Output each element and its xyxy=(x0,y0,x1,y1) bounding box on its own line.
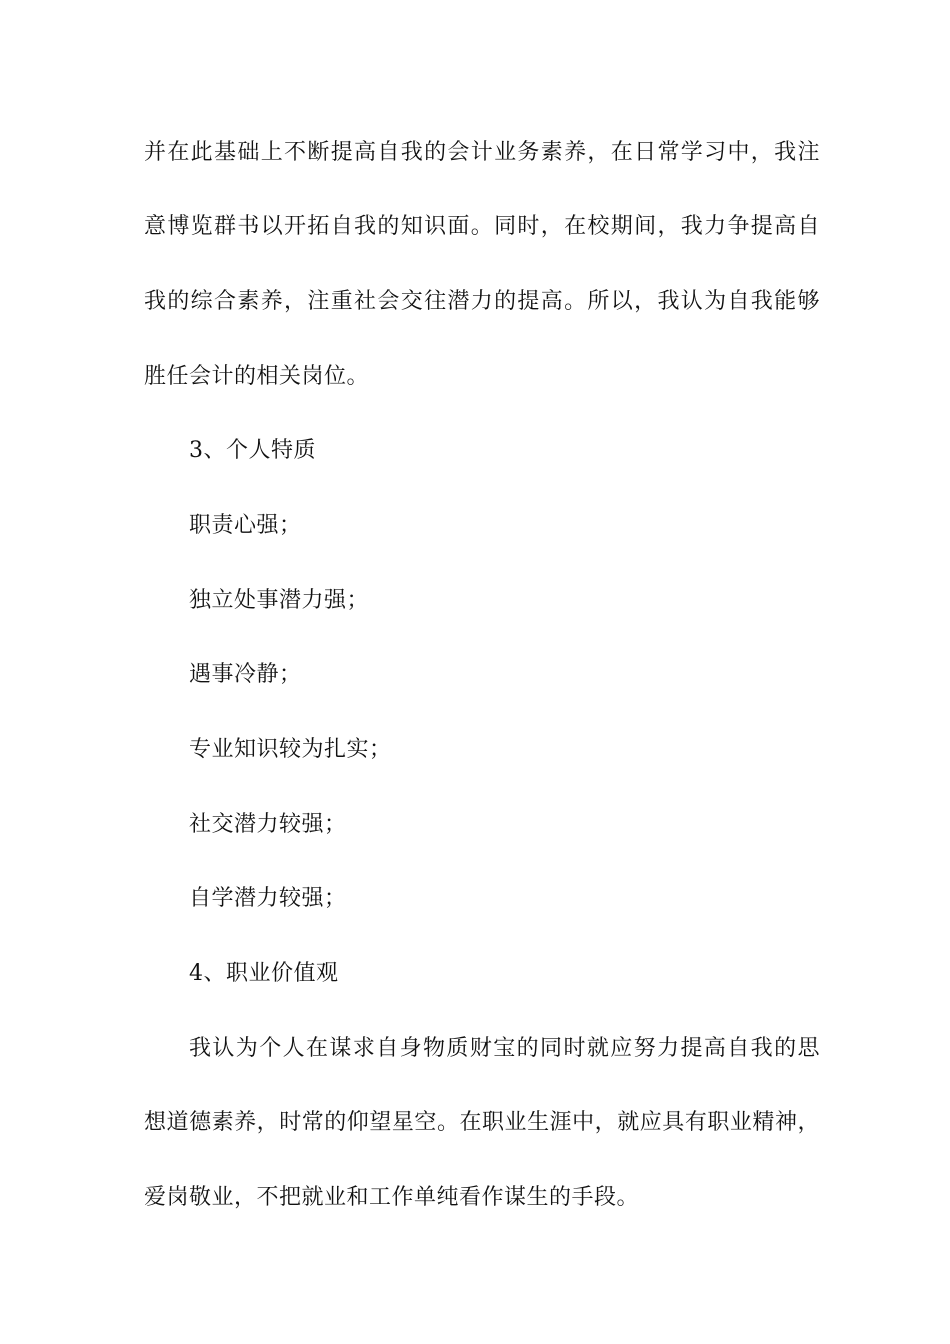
trait-item: 专业知识较为扎实； xyxy=(189,737,392,762)
paragraph-line: 我的综合素养，注重社会交往潜力的提高。所以，我认为自我能够 xyxy=(144,289,820,314)
paragraph-line: 想道德素养，时常的仰望星空。在职业生涯中，就应具有职业精神， xyxy=(144,1110,820,1135)
section-heading-personal-traits: 3、个人特质 xyxy=(189,438,316,463)
paragraph-line: 我认为个人在谋求自身物质财宝的同时就应努力提高自我的思 xyxy=(189,1036,820,1061)
paragraph-line: 爱岗敬业，不把就业和工作单纯看作谋生的手段。 xyxy=(144,1185,640,1210)
trait-item: 自学潜力较强； xyxy=(189,886,347,911)
trait-item: 社交潜力较强； xyxy=(189,812,347,837)
trait-item: 职责心强； xyxy=(189,513,302,538)
paragraph-line: 并在此基础上不断提高自我的会计业务素养，在日常学习中，我注 xyxy=(144,140,820,165)
paragraph-line: 意博览群书以开拓自我的知识面。同时，在校期间，我力争提高自 xyxy=(144,214,820,239)
trait-item: 遇事冷静； xyxy=(189,662,302,687)
section-heading-career-values: 4、职业价值观 xyxy=(189,961,339,986)
trait-item: 独立处事潜力强； xyxy=(189,588,370,613)
paragraph-line: 胜任会计的相关岗位。 xyxy=(144,364,370,389)
